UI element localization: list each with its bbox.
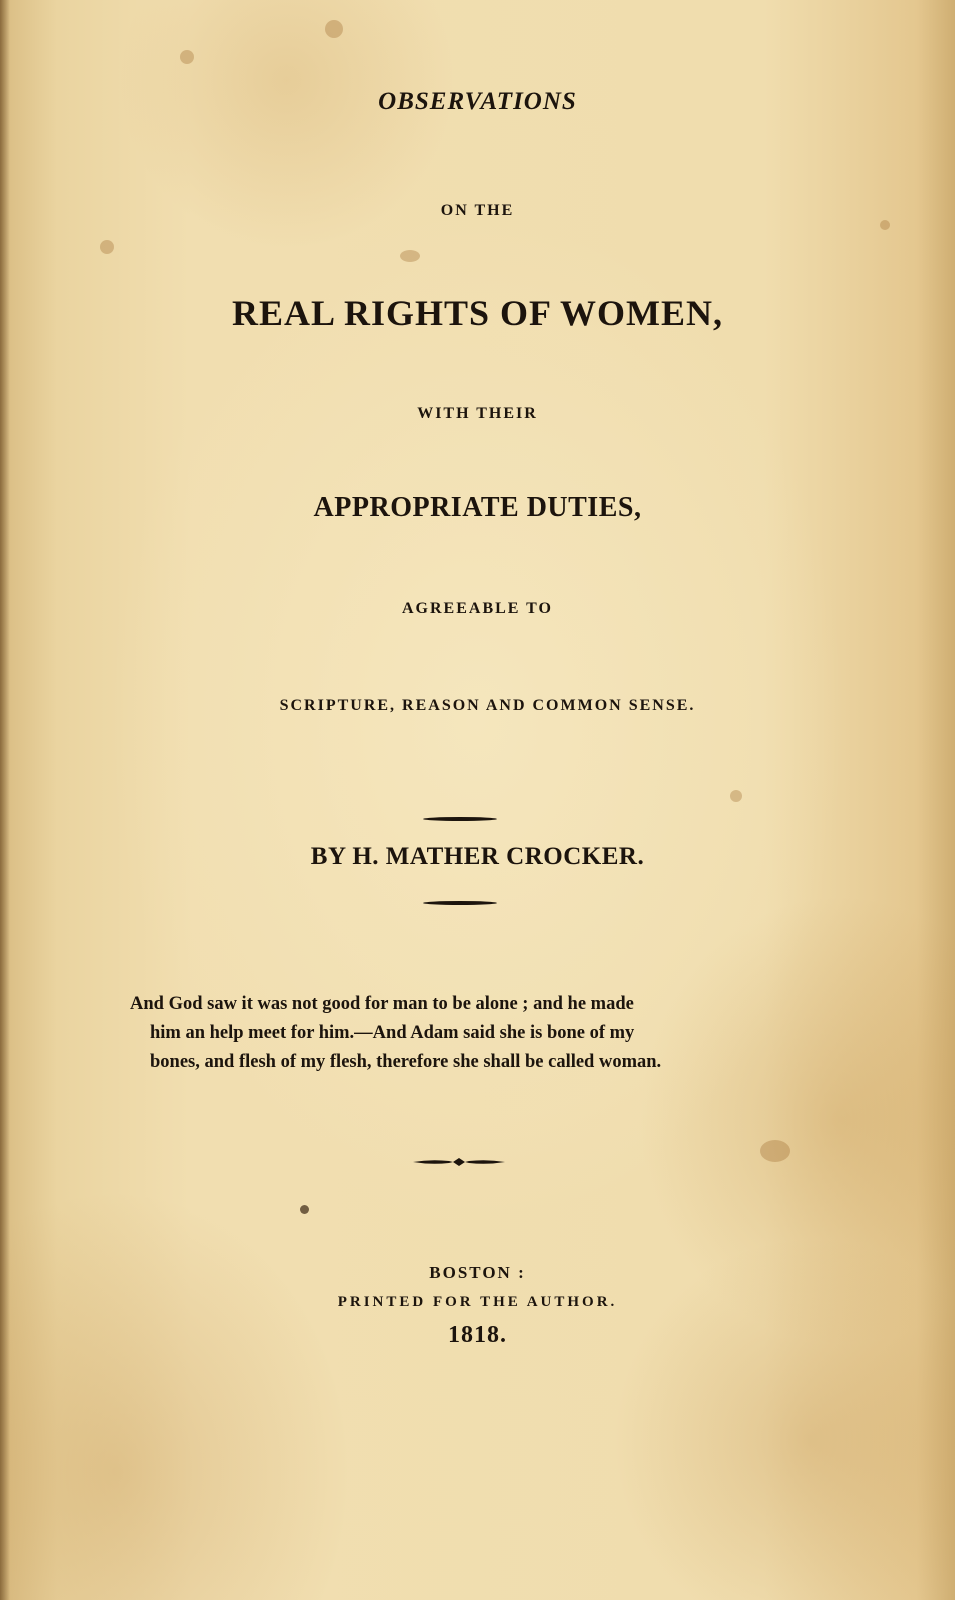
epigraph <box>130 990 800 1077</box>
epigraph-line: bones, and flesh of my flesh, therefore she shall be called woman. <box>150 1052 662 1072</box>
connector-with-their: WITH THEIR <box>417 405 538 422</box>
subtitle: APPROPRIATE DUTIES, <box>313 492 642 523</box>
printer-ornament <box>413 1157 505 1167</box>
author-line: BY H. MATHER CROCKER. <box>310 843 645 870</box>
sources-line: SCRIPTURE, REASON AND COMMON SENSE. <box>279 697 696 714</box>
heading-observations: OBSERVATIONS <box>378 88 577 115</box>
epigraph-line: him an help meet for him.—And Adam said she is bone of my <box>150 1023 635 1043</box>
imprint-printer: PRINTED FOR THE AUTHOR. <box>337 1294 618 1310</box>
foxing-spot <box>325 20 343 38</box>
foxing-spot <box>400 250 420 262</box>
foxing-spot <box>100 240 114 254</box>
connector-on-the: ON THE <box>440 202 515 219</box>
ornamental-rule <box>423 901 497 905</box>
imprint-year: 1818. <box>448 1322 507 1348</box>
foxing-spot <box>300 1205 309 1214</box>
foxing-spot <box>730 790 742 802</box>
imprint-place: BOSTON : <box>429 1263 526 1282</box>
foxing-spot <box>880 220 890 230</box>
connector-agreeable-to: AGREEABLE TO <box>401 600 553 617</box>
ornamental-rule <box>423 817 497 821</box>
foxing-spot <box>180 50 194 64</box>
main-title: REAL RIGHTS OF WOMEN, <box>231 293 724 333</box>
foxing-spot <box>760 1140 790 1162</box>
page-edge <box>0 0 10 1600</box>
epigraph-line: And God saw it was not good for man to be alone ; and he made <box>130 994 634 1014</box>
